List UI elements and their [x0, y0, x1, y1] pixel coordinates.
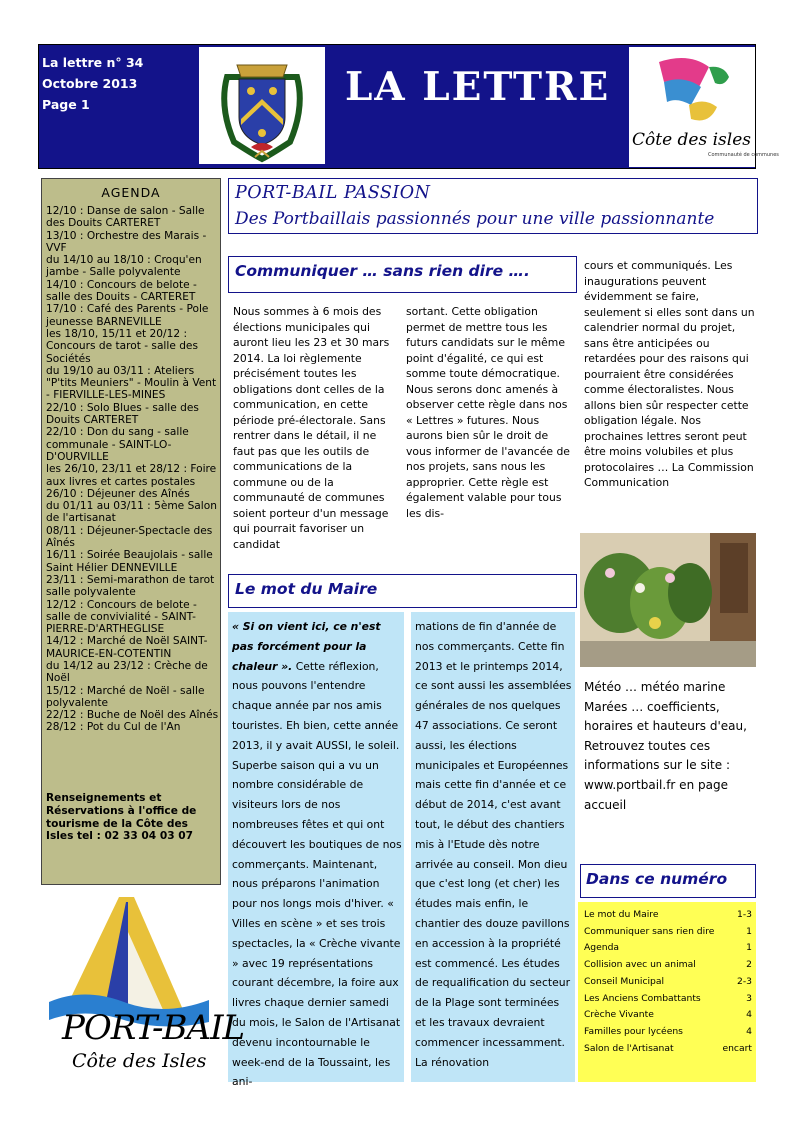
- logo-subtitle: Communauté de communes: [708, 152, 779, 158]
- agenda-item: 13/10 : Orchestre des Marais - VVF: [46, 229, 207, 254]
- agenda-item: du 14/10 au 18/10 : Croqu'en jambe - Salle polyvalente: [46, 254, 202, 279]
- logo-wordmark: Côte des isles: [632, 130, 751, 150]
- agenda-item: du 19/10 au 03/11 : Ateliers "P'tits Meuniers" - Moulin à Vent - FIERVILLE-LES-MINES: [46, 364, 217, 402]
- communiquer-column-1: Nous sommes à 6 mois des élections municipales qui auront lieu les 23 et 30 mars 2014. La loi règlemente précisément toutes les obligations dont celles de la communication, en cette période pré-électorale. Sans rentrer dans le détail, il ne faut pas que les outils de communications de la commune ou de la communauté de communes soient porteur d'un message qui pourrait favoriser un candidat: [233, 305, 390, 551]
- passion-title: PORT-BAIL PASSION: [235, 183, 431, 203]
- flower-display-photo: [580, 533, 756, 667]
- agenda-item: 12/12 : Concours de belote - salle de convivialité - SAINT-PIERRE-D'ARTHEGLISE: [46, 598, 197, 636]
- agenda-item: 23/11 : Semi-marathon de tarot salle polyvalente: [46, 573, 215, 599]
- contents-list: [584, 907, 752, 1057]
- agenda-item: 08/11 : Déjeuner-Spectacle des Aînés: [46, 524, 213, 550]
- portbail-logo-subtitle: Côte des Isles: [72, 1050, 207, 1072]
- agenda-item: du 14/12 au 23/12 : Crèche de Noël: [46, 659, 208, 685]
- agenda-item: 22/12 : Buche de Noël des Aînés: [46, 709, 219, 722]
- newsletter-title: LA LETTRE: [345, 64, 611, 110]
- issue-info: [42, 52, 143, 115]
- agenda-item: du 01/11 au 03/11 : 5ème Salon de l'artisanat: [46, 500, 217, 525]
- contents-item[interactable]: Crèche Vivante 4: [584, 1009, 752, 1021]
- agenda-item: les 26/10, 23/11 et 28/12 : Foire aux livres et cartes postales: [46, 463, 217, 488]
- maire-column-1: [232, 617, 402, 1092]
- contents-item[interactable]: Communiquer sans rien dire 1: [584, 925, 752, 937]
- town-crest: [199, 47, 325, 164]
- maire-text-1: Cette réflexion, nous pouvons l'entendre chaque année par nos amis touristes. Eh bien, cette année 2013, il y avait AUSSI, le soleil. Superbe saison qui a vu un nombre considérable de visiteurs lors de nos nombreuses fêtes et qui ont découvert les boutiques de nos commerçants. Maintenant, nous préparons l'animation pour nos longs mois d'hiver. « Villes en scène » et ses trois spectacles, la « Crèche vivante » avec 19 représentations courant décembre, la foire aux livres chaque dernier samedi du mois, le Salon de l'Artisanat devenu incontournable le week-end de la Toussaint, les ani-: [232, 659, 402, 1089]
- agenda-item: 17/10 : Café des Parents - Pole jeunesse BARNEVILLE: [46, 303, 209, 328]
- contents-item[interactable]: Familles pour lycéens 4: [584, 1025, 752, 1037]
- agenda-item: 22/10 : Don du sang - salle communale - SAINT-LO-D'OURVILLE: [46, 426, 189, 463]
- meteo-info: Météo … météo marine Marées … coefficients, horaires et hauteurs d'eau, Retrouvez toutes ces informations sur le site : www.portbail.fr en page accueil: [584, 680, 747, 812]
- maire-column-2: mations de fin d'année de nos commerçants. Cette fin 2013 et le printemps 2014, ce sont aussi les assemblées générales de nos quelques 47 associations. Ce seront aussi, les élections municipales et Européennes mais cette fin d'année et ce début de 2014, c'est avant tout, le début des chantiers mis à l'Etude dès notre arrivée au conseil. Mon dieu que c'est long (et cher) les études mais enfin, le chantier des douze pavillons en accession à la propriété est commencé. Les études de requalification du secteur de la Plage sont terminées et les travaux devraient commencer incessamment. La rénovation: [415, 620, 572, 1069]
- agenda-item: 14/12 : Marché de Noël SAINT-MAURICE-EN-COTENTIN: [46, 635, 208, 660]
- agenda-item: 22/10 : Solo Blues - salle des Douits CARTERET: [46, 401, 199, 427]
- communiquer-column-3: cours et communiqués. Les inaugurations peuvent évidemment se faire, seulement si elles sont dans un calendrier normal du projet, sans être anticipées ou retardées pour des raisons qui pourraient être considérées comme électoralistes. Nous allons bien sûr respecter cette obligation légale. Nos prochaines lettres seront peut être moins volubiles et plus protocolaires … La Commission Communication: [584, 259, 755, 489]
- issue-number: La lettre n° 34: [42, 55, 144, 70]
- passion-subtitle: Des Portbaillais passionnés pour une ville passionnante: [235, 209, 715, 229]
- agenda-list: [46, 205, 219, 734]
- contents-item[interactable]: Les Anciens Combattants 3: [584, 992, 752, 1004]
- contents-item[interactable]: Le mot du Maire 1-3: [584, 909, 752, 920]
- contents-item[interactable]: Salon de l'Artisanat encart: [584, 1042, 752, 1054]
- portbail-logo-name: PORT-BAIL: [62, 1008, 245, 1048]
- agenda-item: 26/10 : Déjeuner des Aînés: [46, 487, 190, 500]
- issue-date: Octobre 2013: [42, 76, 138, 91]
- page-number: Page 1: [42, 97, 90, 112]
- maire-quote: « Si on vient ici, ce n'est pas forcément pour la chaleur ».: [232, 620, 381, 673]
- agenda-item: 15/12 : Marché de Noël - salle polyvalente: [46, 684, 205, 709]
- agenda-item: 12/10 : Danse de salon - Salle des Douits CARTERET: [46, 205, 205, 230]
- maire-title: Le mot du Maire: [235, 580, 378, 598]
- contents-title: Dans ce numéro: [586, 870, 728, 888]
- agenda-item: 28/12 : Pot du Cul de l'An: [46, 721, 181, 734]
- contents-item[interactable]: Collision avec un animal 2: [584, 959, 752, 971]
- agenda-title: AGENDA: [101, 185, 161, 200]
- communiquer-column-2: sortant. Cette obligation permet de mettre tous les futurs candidats sur le même point d'égalité, ce qui est somme toute démocratique. Nous serons donc amenés à observer cette règle dans nos « Lettres » futures. Nous aurons bien sûr le droit de vous informer de l'avancée de nos projets, sans nous les approprier. Cette règle est également valable pour tous les dis-: [406, 305, 570, 520]
- agenda-item: 16/11 : Soirée Beaujolais - salle Saint Hélier DENNEVILLE: [46, 549, 213, 574]
- agenda-item: 14/10 : Concours de belote - salle des Douits - CARTERET: [46, 278, 197, 304]
- agenda-contact-info: Renseignements et Réservations à l'office de tourisme de la Côte des Isles tel : 02 33 04 03 07: [46, 792, 197, 843]
- agenda-item: les 18/10, 15/11 et 20/12 : Concours de tarot - salle des Sociétés: [46, 327, 198, 365]
- communiquer-title: Communiquer … sans rien dire ….: [235, 262, 530, 280]
- contents-item[interactable]: Agenda 1: [584, 942, 752, 954]
- contents-item[interactable]: Conseil Municipal 2-3: [584, 975, 752, 987]
